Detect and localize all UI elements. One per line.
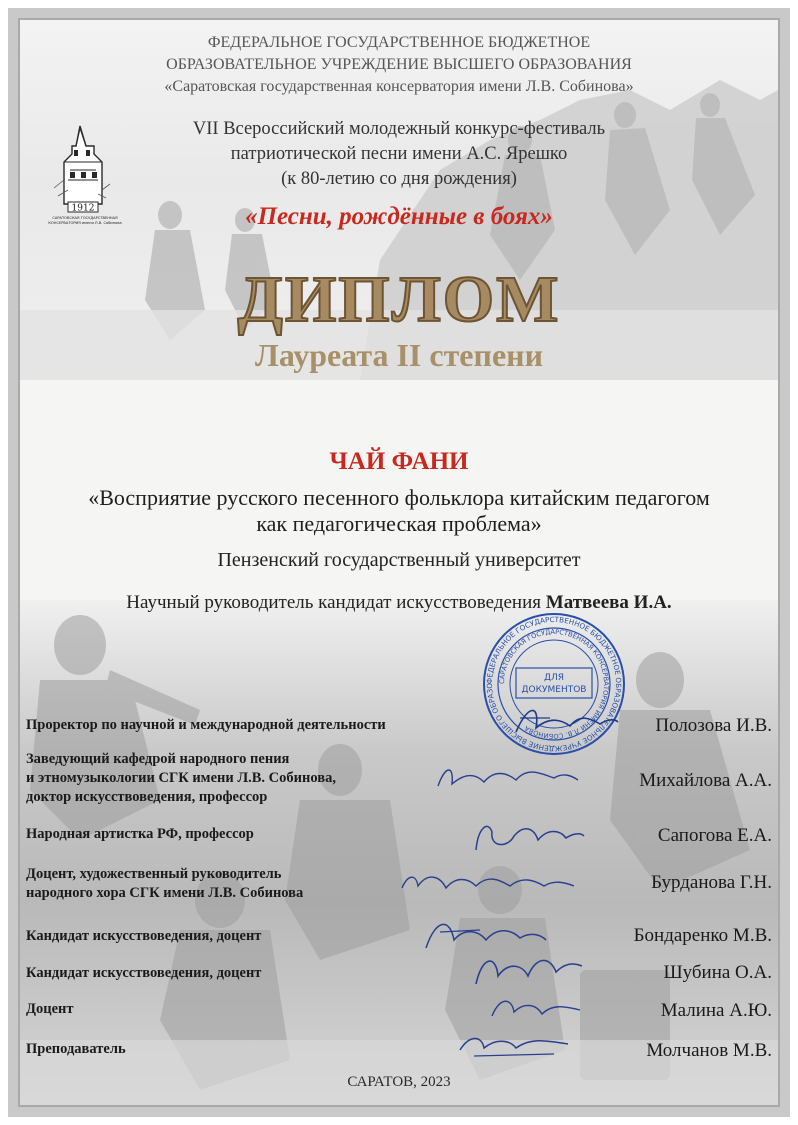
signatory-name-1: Полозова И.В.: [655, 715, 772, 736]
stamp-outer-text: ФЕДЕРАЛЬНОЕ ГОСУДАРСТВЕННОЕ БЮДЖЕТНОЕ ОБРАЗОВАТЕЛЬНОЕ УЧРЕЖДЕНИЕ ВЫСШЕГО ОБРАЗО: [484, 614, 624, 754]
university-name: Пензенский государственный университет: [217, 549, 581, 571]
signature-mikhaylova: [432, 756, 582, 796]
signatory-position-8: Преподаватель: [26, 1041, 126, 1057]
institution-line-2: ОБРАЗОВАТЕЛЬНОЕ УЧРЕЖДЕНИЕ ВЫСШЕГО ОБРАЗОВАНИЯ: [166, 56, 632, 73]
supervisor-name: Матвеева И.А.: [545, 592, 672, 613]
institution-line-3: «Саратовская государственная консерватория имени Л.В. Собинова»: [164, 78, 634, 95]
signatory-position-3: Народная артистка РФ, профессор: [26, 826, 254, 842]
diploma-title: ДИПЛОМ: [237, 263, 561, 336]
logo-caption: САРАТОВСКАЯ ГОСУДАРСТВЕННАЯ КОНСЕРВАТОРИЯ имени Л.В. Собинова: [48, 216, 122, 225]
signatory-name-8: Молчанов М.В.: [646, 1040, 772, 1061]
signatory-position-2: Заведующий кафедрой народного пения и этномузыкологии СГК имени Л.В. Собинова, доктор искусствоведения, профессор: [26, 751, 336, 805]
laureate-degree: Лауреата II степени: [254, 337, 544, 373]
contest-line-1: VII Всероссийский молодежный конкурс-фестиваль: [192, 119, 606, 139]
city-year: САРАТОВ, 2023: [347, 1074, 451, 1090]
work-title-line-1: «Восприятие русского песенного фольклора китайским педагогом: [88, 485, 710, 510]
signatory-name-4: Бурданова Г.Н.: [651, 872, 772, 893]
signatory-name-2: Михайлова А.А.: [639, 770, 772, 791]
stamp-center-line-2: ДОКУМЕНТОВ: [521, 685, 587, 695]
logo-year: 1912: [71, 203, 95, 214]
stamp-center-line-1: ДЛЯ: [543, 673, 565, 683]
contest-line-3: (к 80-летию со дня рождения): [281, 169, 517, 189]
signature-sapogova: [468, 814, 588, 858]
signatory-position-1: Проректор по научной и международной деятельности: [26, 717, 386, 733]
festival-song-title: «Песни, рождённые в боях»: [245, 203, 553, 230]
background-photo-musicians: [20, 600, 778, 1105]
supervisor-line: [20, 592, 778, 614]
participant-name: ЧАЙ ФАНИ: [329, 448, 469, 475]
signature-shubina: [468, 946, 588, 994]
signatory-name-3: Сапогова Е.А.: [657, 825, 772, 846]
signatory-name-6: Шубина О.А.: [663, 962, 772, 983]
signatory-position-7: Доцент: [26, 1001, 74, 1017]
signature-malina: [486, 990, 586, 1024]
signatory-position-5: Кандидат искусствоведения, доцент: [26, 928, 262, 944]
signature-burdanova: [398, 862, 578, 902]
signatory-position-6: Кандидат искусствоведения, доцент: [26, 965, 262, 981]
signatory-name-7: Малина А.Ю.: [660, 1000, 772, 1021]
signatory-position-4: Доцент, художественный руководитель народного хора СГК имени Л.В. Собинова: [26, 866, 304, 901]
institution-line-1: ФЕДЕРАЛЬНОЕ ГОСУДАРСТВЕННОЕ БЮДЖЕТНОЕ: [207, 34, 591, 51]
supervisor-prefix: Научный руководитель кандидат искусствоведения: [126, 592, 542, 613]
work-title-line-2: как педагогическая проблема»: [256, 511, 542, 536]
stamp-inner-text: САРАТОВСКАЯ ГОСУДАРСТВЕННАЯ КОНСЕРВАТОРИЯ ИМЕНИ Л.В. СОБИНОВА: [497, 627, 611, 741]
signatory-name-5: Бондаренко М.В.: [633, 925, 772, 946]
signature-molchanov: [454, 1026, 574, 1062]
contest-line-2: патриотической песни имени А.С. Ярешко: [230, 144, 568, 164]
signature-polozova: [510, 698, 620, 742]
